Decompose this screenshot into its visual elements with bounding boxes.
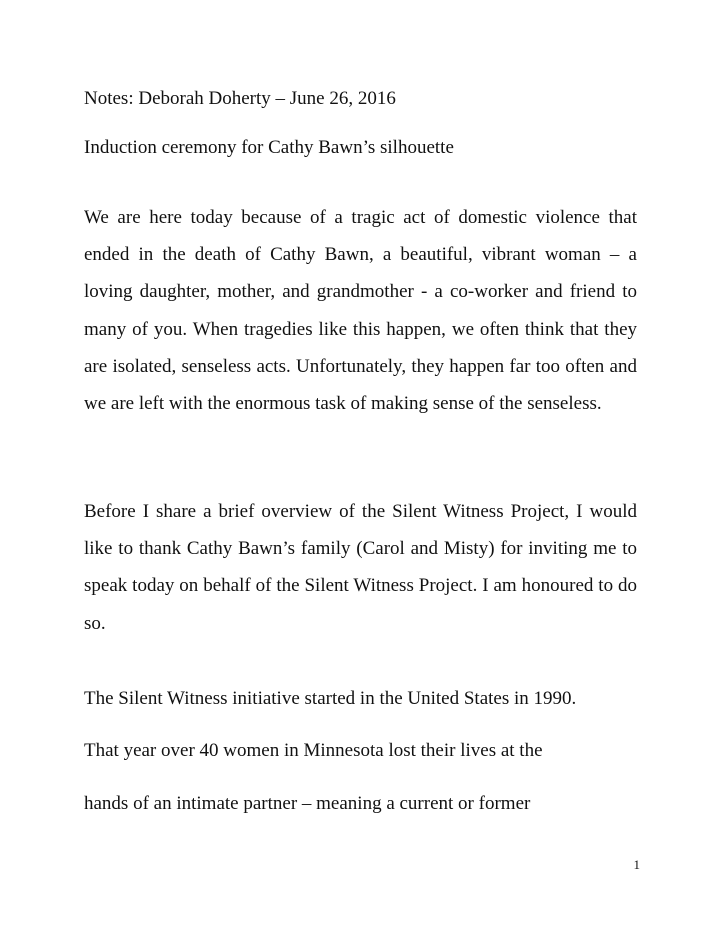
- closing-line-2: That year over 40 women in Minnesota lost their lives at the: [84, 740, 543, 761]
- paragraph-opening: We are here today because of a tragic act of domestic violence that ended in the death of Cathy Bawn, a beautiful, vibrant woman – a loving daughter, mother, and grandmother - a co-worker and friend to many of you. When tragedies like this happen, we often think that they are isolated, senseless acts. Unfortunately, they happen far too often and we are left with the enormous task of making sense of the senseless.: [84, 207, 637, 415]
- page-number: 1: [633, 857, 640, 872]
- paragraph-thanks: Before I share a brief overview of the Silent Witness Project, I would like to thank Cathy Bawn’s family (Carol and Misty) for inviting me to speak today on behalf of the Silent Witness Project. I am honoured to do so.: [84, 501, 637, 634]
- notes-header-line: Notes: Deborah Doherty – June 26, 2016: [84, 88, 396, 109]
- closing-line-1: The Silent Witness initiative started in the United States in 1990.: [84, 688, 577, 709]
- document-subtitle: Induction ceremony for Cathy Bawn’s silhouette: [84, 137, 454, 158]
- closing-line-3: hands of an intimate partner – meaning a current or former: [84, 793, 531, 814]
